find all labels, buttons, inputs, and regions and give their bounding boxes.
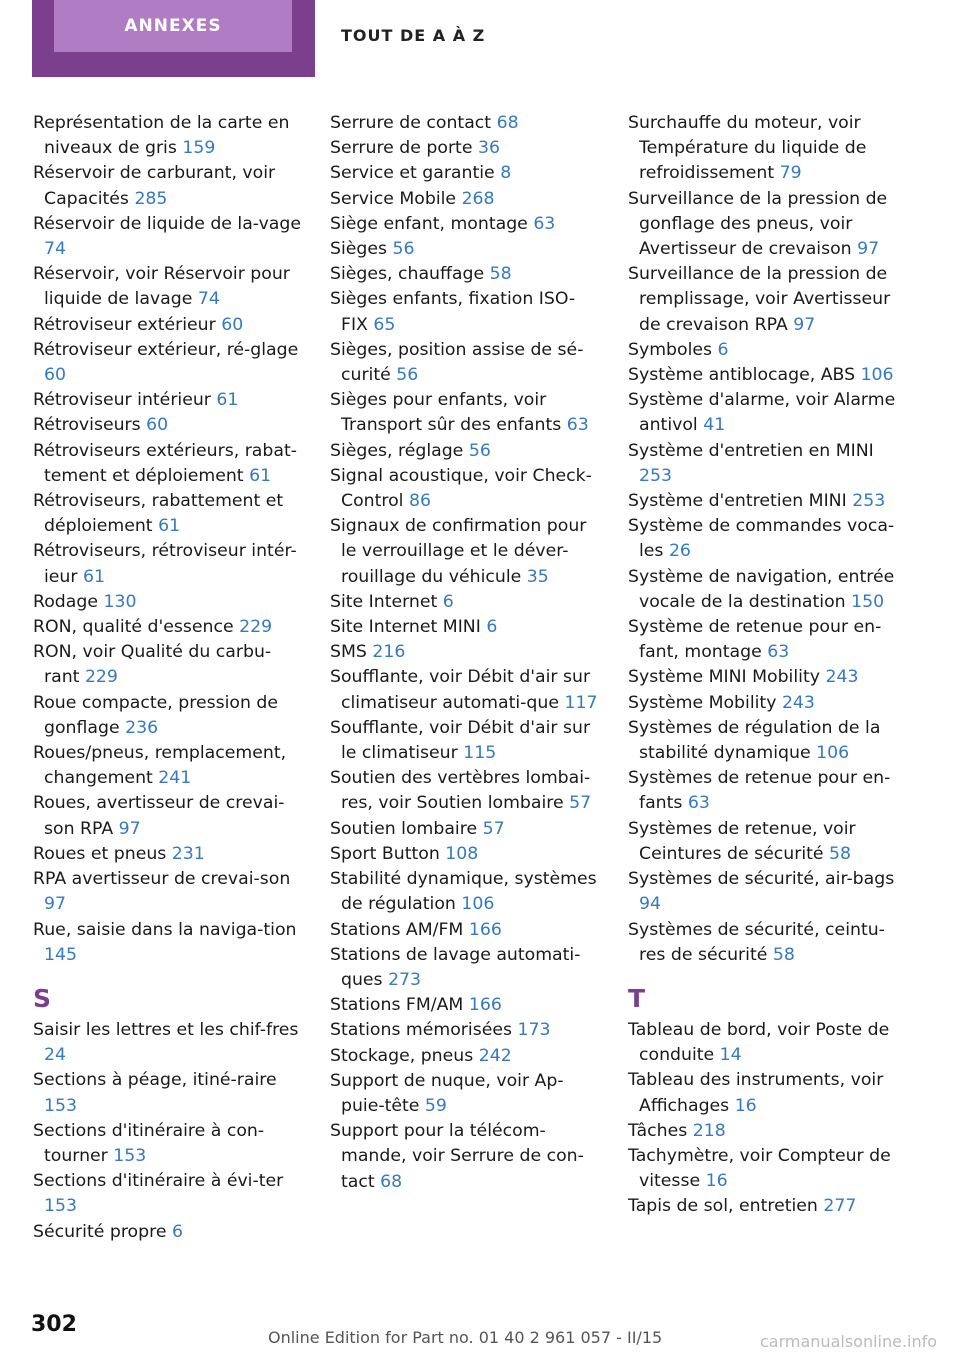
- index-entry: [33, 161, 305, 211]
- index-entry-term: Systèmes de retenue pour en-fants: [628, 768, 891, 814]
- index-entry: [33, 867, 305, 917]
- index-entry-term: Sièges: [330, 239, 388, 260]
- index-entry-term: Systèmes de régulation de la stabilité dynamique: [628, 717, 881, 764]
- index-entry: [330, 111, 602, 136]
- index-entry: [628, 1068, 900, 1118]
- index-entry-page-link[interactable]: 216: [372, 642, 406, 663]
- index-entry: [330, 212, 602, 237]
- index-entry-term: Système d'entretien en MINI: [628, 440, 874, 461]
- index-entry: [33, 842, 305, 867]
- index-entry-term: Sport Button: [330, 843, 440, 864]
- index-entry: [33, 1220, 305, 1245]
- index-entry-term: Sièges, position assise de sé-curité: [330, 339, 584, 386]
- index-column-1: [33, 111, 305, 1245]
- index-entry-term: Signaux de confirmation pour le verrouillage et le déver-rouillage du véhicule: [330, 516, 587, 587]
- index-entry: [330, 615, 602, 640]
- index-entry-page-link[interactable]: 60: [221, 314, 244, 335]
- index-entry: [33, 1169, 305, 1219]
- index-entry-page-link[interactable]: 56: [468, 440, 491, 461]
- index-entry-page-link[interactable]: 153: [44, 1196, 77, 1217]
- index-entry-page-link[interactable]: 56: [392, 239, 415, 260]
- index-entry-page-link[interactable]: 108: [445, 843, 479, 864]
- index-entry-term: Sièges enfants, fixation ISO-FIX: [330, 289, 576, 335]
- index-entry-page-link[interactable]: 159: [182, 138, 216, 159]
- index-entry: [33, 539, 305, 589]
- index-entry-term: Roues, avertisseur de crevai-son RPA: [33, 793, 285, 839]
- index-entry: [628, 262, 900, 338]
- index-entry-term: Support pour la télécom-mande, voir Serrure de con-tact: [330, 1121, 584, 1192]
- index-entry-page-link[interactable]: 243: [825, 667, 859, 688]
- index-entry: [33, 338, 305, 388]
- index-entry: [628, 439, 900, 489]
- index-entry-page-link[interactable]: 241: [158, 768, 192, 789]
- index-entry: [330, 1044, 602, 1069]
- index-entry: [330, 514, 602, 590]
- index-entry-term: Représentation de la carte en niveaux de gris: [33, 113, 290, 159]
- index-entry-term: RON, voir Qualité du carbu-rant: [33, 642, 272, 688]
- index-entry: [330, 338, 602, 388]
- index-entry: [33, 388, 305, 413]
- index-entry-term: Soutien lombaire: [330, 818, 478, 839]
- index-entry: [33, 791, 305, 841]
- index-entry: [330, 766, 602, 816]
- index-entry-page-link[interactable]: 166: [468, 995, 502, 1016]
- index-entry-term: RPA avertisseur de crevai-son: [33, 869, 291, 890]
- index-entry-term: Systèmes de sécurité, ceintu-res de sécurité: [628, 919, 885, 965]
- index-entry-term: Rue, saisie dans la naviga-tion: [33, 919, 297, 940]
- index-entry-page-link[interactable]: 115: [463, 743, 497, 764]
- index-column-3: [628, 111, 900, 1220]
- index-entry: [33, 640, 305, 690]
- annexes-tab: [32, 0, 315, 77]
- index-entry-page-link[interactable]: 57: [482, 818, 505, 839]
- index-entry: [33, 413, 305, 438]
- index-entry-term: Stations AM/FM: [330, 919, 464, 940]
- index-entry-term: SMS: [330, 642, 367, 663]
- index-entry-page-link[interactable]: 63: [687, 793, 710, 814]
- index-entry: [330, 993, 602, 1018]
- index-entry-page-link[interactable]: 68: [380, 1171, 403, 1192]
- index-entry-term: Rodage: [33, 591, 98, 612]
- index-entry: [628, 1144, 900, 1194]
- page-header: [0, 0, 960, 77]
- index-entry-term: Tachymètre, voir Compteur de vitesse: [628, 1145, 891, 1192]
- index-entry-term: Tableau des instruments, voir Affichages: [628, 1070, 884, 1116]
- index-entry: [628, 489, 900, 514]
- index-entry: [628, 187, 900, 263]
- section-title: TOUT DE A À Z: [341, 25, 486, 45]
- index-entry: [628, 918, 900, 968]
- index-entry-page-link[interactable]: 58: [772, 944, 795, 965]
- index-entry-term: Tableau de bord, voir Poste de conduite: [628, 1019, 890, 1066]
- index-entry-page-link[interactable]: 41: [703, 415, 726, 436]
- index-entry-term: Tapis de sol, entretien: [628, 1196, 818, 1217]
- watermark: carmanualsonline.info: [760, 1332, 938, 1351]
- index-entry-term: Sièges, chauffage: [330, 264, 485, 285]
- index-entry-page-link[interactable]: 61: [216, 390, 239, 411]
- index-entry: [33, 212, 305, 262]
- index-entry-term: Système de retenue pour en-fant, montage: [628, 617, 882, 663]
- index-entry: [330, 943, 602, 993]
- index-entry-term: Sécurité propre: [33, 1221, 167, 1242]
- index-entry-term: Stockage, pneus: [330, 1045, 474, 1066]
- index-entry-term: Réservoir de liquide de la-vage: [33, 213, 301, 234]
- index-entry-page-link[interactable]: 24: [44, 1045, 66, 1066]
- index-entry-term: Soufflante, voir Débit d'air sur le climatiseur: [330, 717, 591, 764]
- index-entry-page-link[interactable]: 236: [125, 717, 159, 738]
- index-entry-page-link[interactable]: 106: [816, 743, 850, 764]
- index-entry-term: Rétroviseur extérieur: [33, 314, 216, 335]
- index-entry-page-link[interactable]: 79: [779, 163, 802, 184]
- index-entry-term: Rétroviseur intérieur: [33, 390, 211, 411]
- index-entry-term: Système antiblocage, ABS: [628, 365, 856, 386]
- index-entry-page-link[interactable]: 106: [461, 894, 495, 915]
- index-entry-page-link[interactable]: 35: [526, 566, 549, 587]
- index-entry-page-link[interactable]: 63: [533, 213, 556, 234]
- index-entry-page-link[interactable]: 268: [461, 188, 495, 209]
- index-entry: [330, 716, 602, 766]
- index-entry-term: Serrure de porte: [330, 138, 473, 159]
- annexes-tab-label: ANNEXES: [54, 0, 292, 52]
- index-entry: [330, 842, 602, 867]
- index-entry-page-link[interactable]: 63: [767, 642, 790, 663]
- index-entry-page-link[interactable]: 6: [486, 617, 498, 638]
- index-entry: [33, 590, 305, 615]
- index-entry-page-link[interactable]: 229: [239, 617, 273, 638]
- index-entry-page-link[interactable]: 97: [857, 239, 880, 260]
- index-entry-page-link[interactable]: 59: [424, 1095, 447, 1116]
- index-entry-term: Sièges pour enfants, voir Transport sûr des enfants: [330, 390, 562, 436]
- index-entry-page-link[interactable]: 231: [171, 843, 205, 864]
- index-entry-page-link[interactable]: 86: [408, 491, 431, 512]
- index-entry-term: Système MINI Mobility: [628, 667, 820, 688]
- index-entry-page-link[interactable]: 94: [639, 894, 661, 915]
- index-letter-heading: T: [628, 983, 646, 1013]
- index-entry-page-link[interactable]: 61: [83, 566, 105, 587]
- index-entry: [330, 262, 602, 287]
- index-entry-term: Roues et pneus: [33, 843, 167, 864]
- index-entry: [33, 489, 305, 539]
- index-entry-page-link[interactable]: 150: [851, 591, 885, 612]
- index-entry-term: Système de commandes voca-les: [628, 516, 895, 562]
- index-entry: [330, 1069, 602, 1119]
- index-entry: [628, 817, 900, 867]
- index-entry-page-link[interactable]: 61: [158, 516, 181, 537]
- index-entry: [330, 817, 602, 842]
- index-entry-term: Surchauffe du moteur, voir Température du liquide de refroidissement: [628, 113, 867, 184]
- index-entry-term: Rétroviseurs: [33, 415, 141, 436]
- index-entry: [33, 691, 305, 741]
- index-entry: [330, 464, 602, 514]
- index-entry-term: Site Internet: [330, 591, 438, 612]
- index-entry-page-link[interactable]: 6: [442, 591, 454, 612]
- index-entry: [330, 187, 602, 212]
- index-entry-page-link[interactable]: 16: [734, 1095, 757, 1116]
- index-entry-page-link[interactable]: 253: [639, 465, 672, 486]
- index-entry-page-link[interactable]: 242: [478, 1045, 512, 1066]
- index-entry: [33, 313, 305, 338]
- index-entry-page-link[interactable]: 36: [477, 138, 500, 159]
- index-entry-term: Symboles: [628, 339, 713, 360]
- index-entry: [628, 388, 900, 438]
- index-entry-page-link[interactable]: 65: [373, 314, 396, 335]
- index-entry: [330, 439, 602, 464]
- index-entry-page-link[interactable]: 61: [249, 465, 272, 486]
- index-entry-term: Réservoir de carburant, voir Capacités: [33, 163, 276, 209]
- index-entry-term: Surveillance de la pression de gonflage des pneus, voir Avertisseur de crevaison: [628, 188, 888, 260]
- index-entry: [33, 615, 305, 640]
- index-entry-term: Siège enfant, montage: [330, 213, 528, 234]
- index-entry-page-link[interactable]: 145: [44, 944, 77, 965]
- index-entry-page-link[interactable]: 6: [171, 1221, 183, 1242]
- index-entry-page-link[interactable]: 60: [146, 415, 169, 436]
- index-entry: [330, 665, 602, 715]
- index-entry-term: Système Mobility: [628, 692, 777, 713]
- index-entry-term: Systèmes de retenue, voir Ceintures de sécurité: [628, 818, 856, 864]
- index-entry-page-link[interactable]: 173: [517, 1020, 551, 1041]
- index-entry: [33, 918, 305, 968]
- index-entry-page-link[interactable]: 16: [705, 1171, 728, 1192]
- index-entry: [33, 439, 305, 489]
- index-entry-term: Roue compacte, pression de gonflage: [33, 692, 278, 738]
- index-entry-page-link[interactable]: 57: [569, 793, 592, 814]
- index-entry-term: Rétroviseurs, rétroviseur intér-ieur: [33, 541, 297, 587]
- index-entry-page-link[interactable]: 58: [829, 843, 852, 864]
- index-entry: [628, 111, 900, 187]
- index-entry-term: Site Internet MINI: [330, 617, 481, 638]
- index-entry-term: Stations mémorisées: [330, 1020, 512, 1041]
- index-entry: [330, 867, 602, 917]
- index-entry-page-link[interactable]: 218: [692, 1120, 726, 1141]
- index-entry-term: Tâches: [628, 1120, 688, 1141]
- index-entry-term: Support de nuque, voir Ap-puie-tête: [330, 1070, 564, 1116]
- index-entry-page-link[interactable]: 273: [388, 969, 422, 990]
- index-entry-page-link[interactable]: 8: [500, 163, 512, 184]
- index-entry-page-link[interactable]: 106: [860, 365, 894, 386]
- index-entry: [33, 1068, 305, 1118]
- index-entry-term: Rétroviseurs extérieurs, rabat-tement et déploiement: [33, 440, 297, 486]
- index-entry-term: Stabilité dynamique, systèmes de régulation: [330, 869, 597, 915]
- index-entry-page-link[interactable]: 253: [852, 491, 886, 512]
- index-entry-term: Signal acoustique, voir Check-Control: [330, 465, 592, 512]
- index-entry: [628, 867, 900, 917]
- index-entry-page-link[interactable]: 229: [84, 667, 118, 688]
- index-entry-page-link[interactable]: 153: [113, 1145, 147, 1166]
- index-entry: [628, 615, 900, 665]
- index-entry: [33, 1119, 305, 1169]
- index-entry-term: Système d'entretien MINI: [628, 491, 847, 512]
- index-entry: [330, 388, 602, 438]
- index-entry: [330, 136, 602, 161]
- index-entry: [330, 1018, 602, 1043]
- index-entry: [330, 640, 602, 665]
- index-entry: [330, 590, 602, 615]
- page-number: 302: [31, 1312, 77, 1337]
- index-entry-term: Stations FM/AM: [330, 995, 464, 1016]
- index-entry-term: Service Mobile: [330, 188, 457, 209]
- index-entry: [33, 111, 305, 161]
- index-entry-page-link[interactable]: 63: [566, 415, 589, 436]
- index-entry-term: Service et garantie: [330, 163, 495, 184]
- index-entry: [628, 1119, 900, 1144]
- index-entry: [628, 1018, 900, 1068]
- index-entry-term: Stations de lavage automati-ques: [330, 944, 581, 990]
- index-entry-term: Sections d'itinéraire à con-tourner: [33, 1120, 265, 1166]
- index-entry-term: Systèmes de sécurité, air-bags: [628, 869, 895, 890]
- index-entry-page-link[interactable]: 68: [496, 113, 519, 133]
- index-entry-page-link[interactable]: 58: [489, 264, 512, 285]
- index-entry-term: Serrure de contact: [330, 113, 492, 133]
- index-entry-page-link[interactable]: 97: [793, 314, 816, 335]
- index-entry-term: Saisir les lettres et les chif-fres: [33, 1019, 299, 1040]
- index-entry: [628, 716, 900, 766]
- index-entry: [330, 1119, 602, 1195]
- index-entry: [628, 1194, 900, 1219]
- index-entry: [628, 363, 900, 388]
- index-entry-term: Sections d'itinéraire à évi-ter: [33, 1171, 284, 1192]
- index-entry-term: Système de navigation, entrée vocale de la destination: [628, 566, 895, 612]
- index-entry-page-link[interactable]: 6: [717, 339, 729, 360]
- index-entry-term: Surveillance de la pression de remplissage, voir Avertisseur de crevaison RPA: [628, 264, 891, 335]
- index-entry-page-link[interactable]: 97: [44, 894, 66, 915]
- index-letter-heading: S: [33, 983, 52, 1013]
- index-entry: [33, 1018, 305, 1068]
- index-entry-page-link[interactable]: 26: [668, 541, 691, 562]
- index-entry: [628, 338, 900, 363]
- index-entry: [330, 237, 602, 262]
- footer-edition: Online Edition for Part no. 01 40 2 961 057 - II/15: [268, 1328, 663, 1347]
- index-entry-page-link[interactable]: 74: [44, 239, 66, 260]
- index-entry-term: Roues/pneus, remplacement, changement: [33, 743, 287, 789]
- index-entry: [628, 766, 900, 816]
- index-entry: [33, 741, 305, 791]
- index-entry: [628, 514, 900, 564]
- index-entry: [330, 918, 602, 943]
- index-entry-term: Réservoir, voir Réservoir pour liquide de lavage: [33, 264, 290, 310]
- index-entry-page-link[interactable]: 117: [564, 692, 598, 713]
- index-entry-term: Soufflante, voir Débit d'air sur climatiseur automati-que: [330, 667, 591, 713]
- index-entry: [330, 161, 602, 186]
- index-entry-term: Sections à péage, itiné-raire: [33, 1070, 277, 1091]
- index-entry: [628, 565, 900, 615]
- index-entry: [628, 691, 900, 716]
- index-entry-term: RON, qualité d'essence: [33, 617, 234, 638]
- index-entry-page-link[interactable]: 130: [103, 591, 137, 612]
- index-entry-page-link[interactable]: 74: [197, 289, 220, 310]
- index-entry-page-link[interactable]: 166: [468, 919, 502, 940]
- index-entry: [33, 262, 305, 312]
- index-entry-page-link[interactable]: 285: [134, 188, 168, 209]
- index-entry-term: Rétroviseur extérieur, ré-glage: [33, 339, 299, 360]
- index-entry-page-link[interactable]: 14: [719, 1045, 742, 1066]
- index-entry-page-link[interactable]: 97: [118, 818, 141, 839]
- index-entry-term: Sièges, réglage: [330, 440, 464, 461]
- index-entry-page-link[interactable]: 277: [823, 1196, 857, 1217]
- index-entry-page-link[interactable]: 243: [781, 692, 815, 713]
- index-entry-page-link[interactable]: 153: [44, 1095, 77, 1116]
- index-entry-page-link[interactable]: 56: [396, 365, 419, 386]
- index-entry: [628, 665, 900, 690]
- index-entry-page-link[interactable]: 60: [44, 365, 66, 386]
- index-entry-term: Rétroviseurs, rabattement et déploiement: [33, 491, 284, 537]
- index-entry-term: Système d'alarme, voir Alarme antivol: [628, 390, 896, 436]
- index-entry: [330, 287, 602, 337]
- index-column-2: [330, 111, 602, 1195]
- index-entry-term: Soutien des vertèbres lombai-res, voir Soutien lombaire: [330, 768, 591, 814]
